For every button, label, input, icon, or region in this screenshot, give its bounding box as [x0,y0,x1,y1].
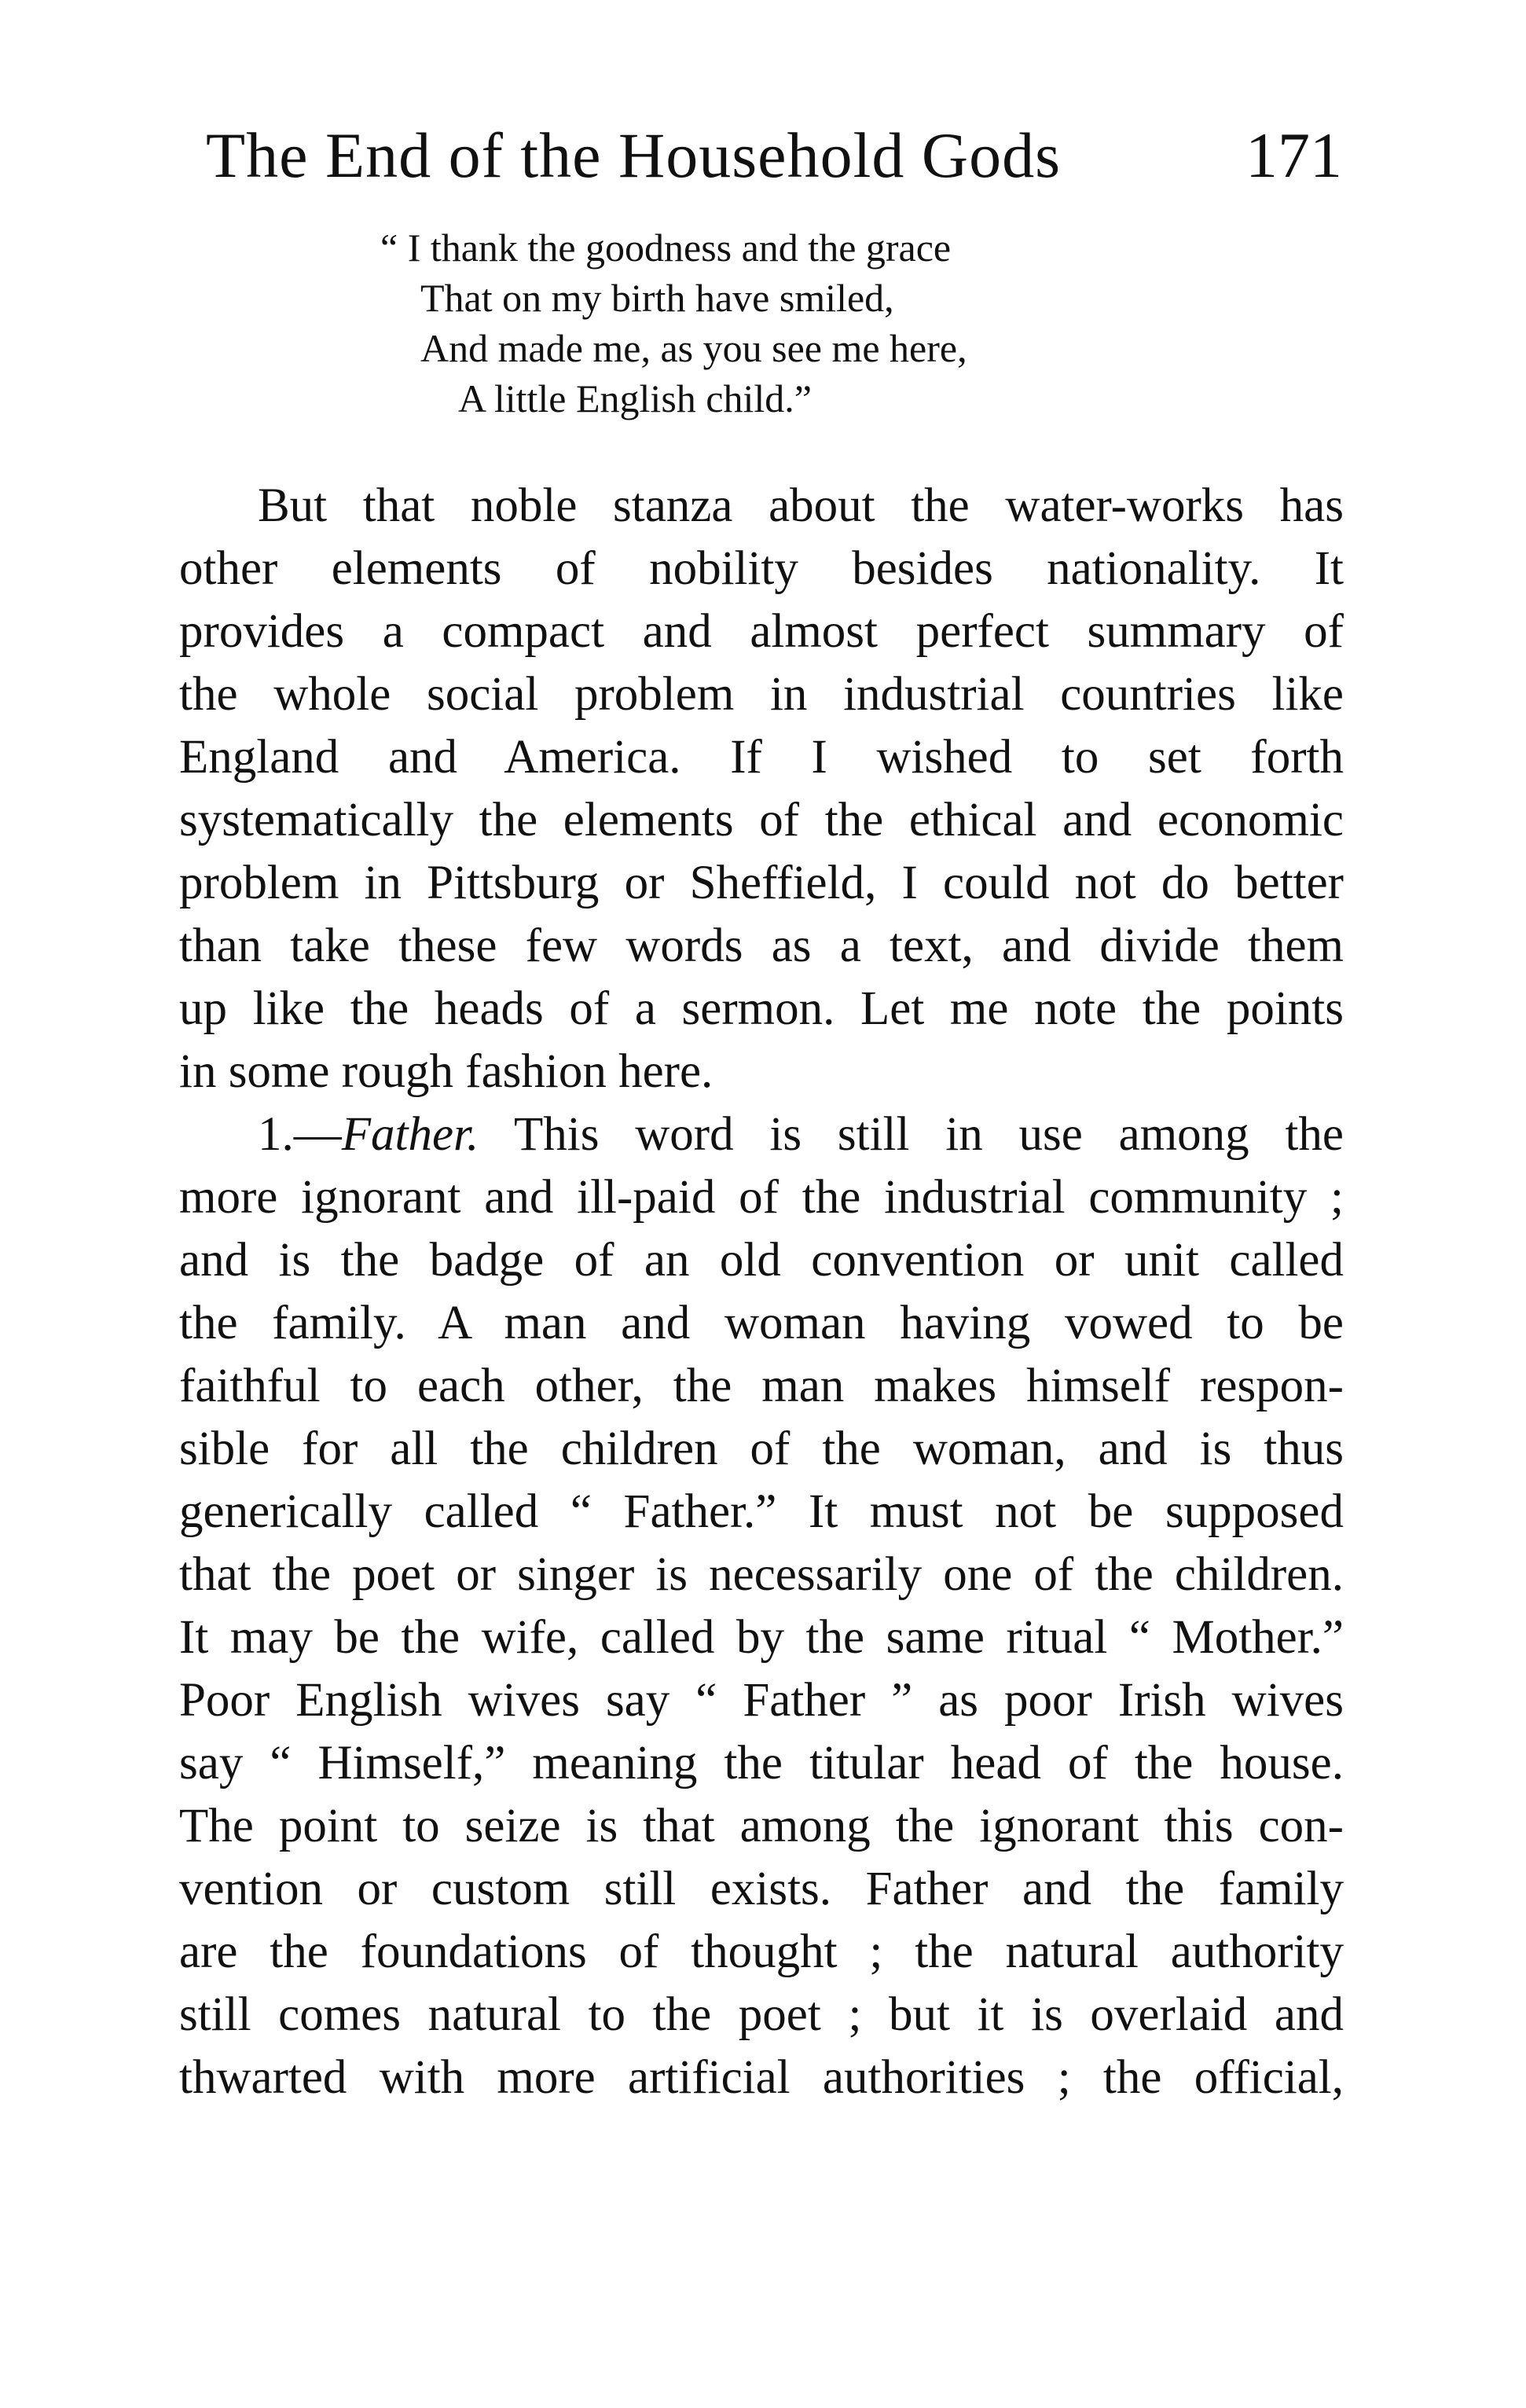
paragraph-line: problem in Pittsburg or Sheffield, I could not do better [179,857,1344,909]
paragraph-line: vention or custom still exists. Father and the family [179,1863,1344,1915]
paragraph-line: England and America. If I wished to set forth [179,731,1344,784]
chapter-title: The End of the Household Gods [206,119,1061,191]
paragraph-line: thwarted with more artificial authorities ; the official, [179,2051,1344,2104]
paragraph-line: up like the heads of a sermon. Let me note the points [179,982,1344,1035]
paragraph-line: more ignorant and ill-paid of the industrial community ; [179,1171,1344,1224]
paragraph-line: But that noble stanza about the water-works has [258,479,1344,532]
paragraph-line: still comes natural to the poet ; but it is overlaid and [179,1988,1344,2041]
verse-line: A little English child.” [458,376,812,420]
verse-line: And made me, as you see me here, [420,326,967,370]
paragraph-line: and is the badge of an old convention or unit called [179,1234,1344,1287]
paragraph-line: provides a compact and almost perfect summary of [179,605,1344,658]
paragraph-line: the family. A man and woman having vowed to be [179,1297,1344,1349]
paragraph-line: The point to seize is that among the ignorant this con- [179,1800,1344,1852]
paragraph-line: faithful to each other, the man makes himself respon- [179,1360,1344,1412]
paragraph-line: are the foundations of thought ; the natural authority [179,1925,1344,1978]
paragraph-line: Poor English wives say “ Father ” as poor Irish wives [179,1674,1344,1727]
paragraph-line: It may be the wife, called by the same ritual “ Mother.” [179,1611,1344,1664]
paragraph-line: the whole social problem in industrial countries like [179,668,1344,721]
paragraph-line: sible for all the children of the woman, and is thus [179,1422,1344,1475]
paragraph-line: systematically the elements of the ethical and economic [179,794,1344,846]
page-number: 171 [1245,119,1342,191]
paragraph-line: that the poet or singer is necessarily one of the children. [179,1548,1344,1601]
section-numeral: 1.— [258,1108,342,1161]
verse-line: “ I thank the goodness and the grace [380,226,952,270]
paragraph-line: generically called “ Father.” It must not be supposed [179,1485,1344,1538]
running-head [206,116,1342,195]
paragraph-line: other elements of nobility besides nationality. It [179,542,1344,595]
verse-line: That on my birth have smiled, [420,276,894,320]
section-first-line-text: This word is still in use among the [513,1108,1344,1161]
section-label: Father. [341,1108,479,1161]
paragraph-line: than take these few words as a text, and divide them [179,920,1344,972]
paragraph-line: say “ Himself,” meaning the titular head of the house. [179,1737,1344,1789]
section-heading-line [258,1103,1344,1166]
paragraph-line: in some rough fashion here. [179,1045,713,1098]
